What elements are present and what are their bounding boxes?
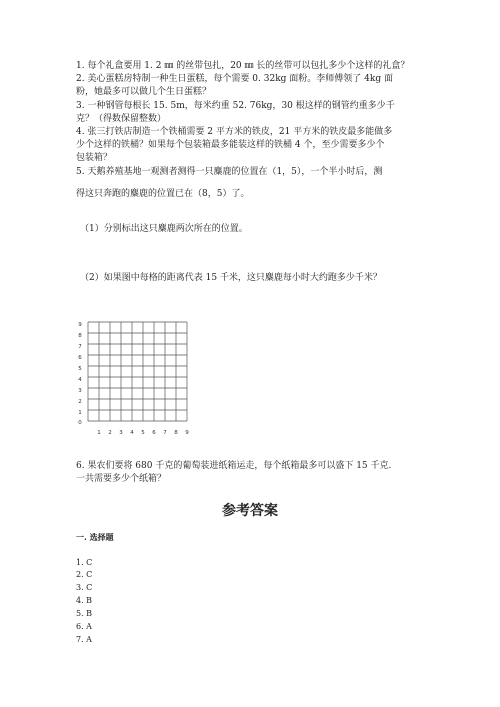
- x-label-6: 6: [152, 430, 156, 436]
- answer-1: 1. C: [76, 558, 93, 567]
- x-label-5: 5: [141, 430, 145, 436]
- question-6-line-2: 一共需要多少个纸箱？: [76, 474, 167, 484]
- answer-5: 5. B: [76, 609, 93, 618]
- question-5-part-1: （1）分别标出这只麋鹿两次所在的位置。: [80, 224, 248, 234]
- y-label-1: 1: [78, 410, 82, 416]
- question-2-line-1: 2. 美心蛋糕房特制一种生日蛋糕，每个需要 0. 32kg 面粉。李师傅领了 4kg 面: [76, 74, 393, 84]
- y-label-5: 5: [78, 366, 82, 372]
- y-label-4: 4: [78, 377, 82, 383]
- y-label-6: 6: [78, 355, 82, 361]
- y-label-2: 2: [78, 399, 82, 405]
- x-label-9: 9: [185, 430, 189, 436]
- coordinate-grid: [74, 318, 194, 438]
- question-5-part-2: （2）如果图中每格的距离代表 15 千米，这只麋鹿每小时大约跑多少千米？: [80, 273, 382, 283]
- question-1: 1. 每个礼盒要用 1. 2 ㎜ 的丝带包扎，20 ㎜ 长的丝带可以包扎多少个这样的礼盒？: [76, 61, 410, 71]
- answer-key-title: 参考答案: [222, 503, 278, 519]
- y-label-8: 8: [78, 333, 82, 339]
- y-label-3: 3: [78, 388, 82, 394]
- x-label-8: 8: [174, 430, 178, 436]
- answer-2: 2. C: [76, 570, 93, 579]
- question-2-line-2: 粉，她最多可以做几个生日蛋糕？: [76, 87, 212, 97]
- x-label-2: 2: [108, 430, 112, 436]
- x-label-7: 7: [163, 430, 167, 436]
- x-label-4: 4: [130, 430, 134, 436]
- y-label-7: 7: [78, 344, 82, 350]
- question-5-line-2: 得这只奔跑的麋鹿的位置已在（8，5）了。: [76, 189, 250, 199]
- answer-6: 6. A: [76, 622, 92, 631]
- question-4-line-1: 4. 张三打铁店制造一个铁桶需要 2 平方米的铁皮，21 平方米的铁皮最多能做多: [76, 127, 393, 137]
- question-3-line-2: 克？（得数保留整数）: [76, 114, 167, 124]
- x-label-3: 3: [119, 430, 123, 436]
- grid-lines: [88, 322, 187, 421]
- question-3-line-1: 3. 一种钢管每根长 15. 5m，每米约重 52. 76kg，30 根这样的钢管约重多少千: [76, 101, 395, 111]
- question-4-line-3: 包装箱？: [76, 153, 113, 163]
- answer-3: 3. C: [76, 583, 93, 592]
- section-heading-choice: 一. 选择题: [76, 532, 114, 542]
- answer-4: 4. B: [76, 596, 93, 605]
- question-5-line-1: 5. 天鹅养殖基地一观测者测得一只麋鹿的位置在（1，5），一个半小时后，测: [76, 167, 383, 177]
- answer-7: 7. A: [76, 635, 92, 644]
- question-4-line-2: 少个这样的铁桶？如果每个包装箱最多能装这样的铁桶 4 个，至少需要多少个: [76, 140, 385, 150]
- y-label-9: 9: [78, 322, 82, 328]
- question-6-line-1: 6. 果农们要将 680 千克的葡萄装进纸箱运走，每个纸箱最多可以盛下 15 千克.: [76, 461, 392, 471]
- x-label-1: 1: [97, 430, 101, 436]
- y-label-0: 0: [78, 420, 82, 426]
